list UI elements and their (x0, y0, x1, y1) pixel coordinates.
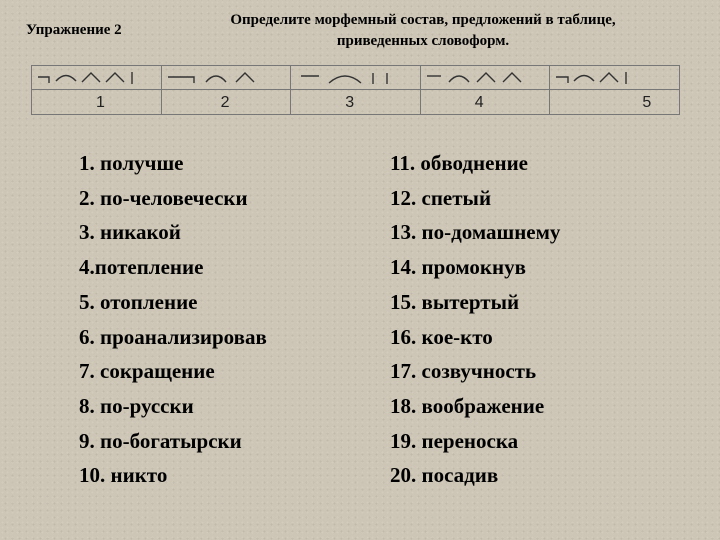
list-item: 3. никакой (79, 220, 181, 245)
list-item: 5. отопление (79, 289, 198, 314)
morpheme-cell-2 (162, 66, 292, 114)
column-number-4: 4 (474, 94, 484, 111)
morpheme-signs-icon (554, 69, 674, 87)
list-item: 6. проанализировав (79, 324, 267, 349)
morpheme-cell-4 (421, 66, 551, 114)
list-item: 10. никто (79, 463, 168, 488)
morpheme-signs-icon (36, 69, 156, 87)
list-item: 8. по-русски (79, 393, 194, 418)
morpheme-cell-3 (291, 66, 421, 114)
list-item: 16. кое-кто (390, 324, 493, 349)
column-number-1: 1 (96, 94, 105, 111)
list-item: 11. обводнение (390, 151, 528, 175)
morpheme-signs-icon (425, 69, 545, 87)
page-title (188, 10, 658, 52)
list-item: 15. вытертый (390, 289, 520, 314)
list-item: 17. созвучность (390, 359, 537, 384)
list-item: 12. спетый (390, 185, 492, 210)
word-list-right (390, 146, 560, 493)
morpheme-table (31, 65, 680, 115)
morpheme-cell-5 (550, 66, 679, 114)
morpheme-signs-icon (166, 69, 286, 87)
column-number-5: 5 (642, 94, 652, 111)
list-item: 4.потепление (79, 255, 204, 280)
list-item: 20. посадив (390, 463, 499, 488)
morpheme-cell-1 (32, 66, 162, 114)
title-line-1: Определите морфемный состав, предложений в таблице, (230, 12, 616, 28)
list-item: 18. воображение (390, 393, 545, 418)
list-item: 1. получше (79, 151, 184, 175)
list-item: 13. по-домашнему (390, 220, 561, 245)
exercise-label: Упражнение 2 (26, 22, 122, 38)
list-item: 2. по-человечески (79, 185, 248, 210)
title-line-2: приведенных словоформ. (336, 33, 510, 49)
column-number-2: 2 (220, 94, 230, 111)
column-number-3: 3 (345, 94, 355, 111)
list-item: 14. промокнув (390, 255, 526, 280)
word-list-left (79, 146, 267, 493)
list-item: 7. сокращение (79, 359, 215, 384)
list-item: 9. по-богатырски (79, 428, 242, 453)
list-item: 19. переноска (390, 428, 519, 453)
morpheme-signs-icon (295, 69, 415, 87)
